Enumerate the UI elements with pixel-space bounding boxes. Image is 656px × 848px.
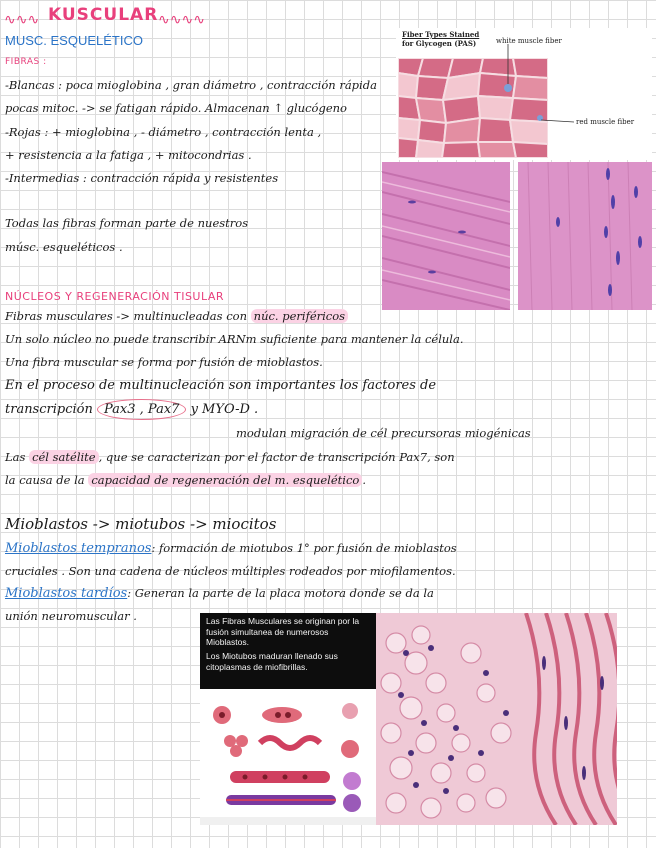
early-myoblasts-text: : formación de miotubos 1° por fusión de mioblastos: [151, 541, 457, 555]
pas-figure-title-1: Fiber Types Stained: [402, 30, 480, 39]
fiber-line-3: -Rojas : + mioglobina , - diámetro , contracción lenta ,: [5, 125, 322, 139]
diagram-caption: [200, 613, 376, 689]
pax-factors-circled: Pax3 , Pax7: [97, 399, 186, 420]
fiber-line-2: pocas mitoc. -> se fatigan rápido. Almacenan ↑ glucógeno: [5, 101, 347, 115]
transcription-text: transcripción: [5, 402, 93, 417]
late-myoblasts-line-2: unión neuromuscular .: [5, 609, 137, 623]
fiber-line-4: + resistencia a la fatiga , + mitocondrias .: [5, 148, 252, 162]
late-myoblasts-line: [5, 587, 434, 600]
myod-text: y MYO-D .: [190, 402, 259, 417]
fiber-line-5: -Intermedias : contracción rápida y resistentes: [5, 171, 279, 185]
note-line-1: Todas las fibras forman parte de nuestros: [5, 216, 249, 230]
myogenesis-diagram: [200, 613, 376, 825]
early-myoblasts-label: Mioblastos tempranos: [5, 541, 152, 556]
late-myoblasts-text: : Generan la parte de la placa motora donde se da la: [127, 586, 434, 600]
red-fiber-label: red muscle fiber: [576, 118, 635, 126]
nuclei-line-2: Un solo núcleo no puede transcribir ARNm suficiente para mantener la célula.: [5, 332, 464, 346]
muscle-histology-photo: [376, 613, 617, 825]
peripheral-nuclei-highlight: núc. periféricos: [251, 309, 348, 323]
page-title: KUSCULAR: [48, 5, 159, 25]
pointer-lines: [396, 28, 652, 160]
longitudinal-muscle-micrograph-2: [518, 162, 652, 310]
section1-heading: MUSC. ESQUELÉTICO: [5, 33, 143, 48]
late-myoblasts-label: Mioblastos tardíos: [5, 586, 128, 601]
myogenesis-sequence: Mioblastos -> miotubos -> miocitos: [5, 515, 277, 533]
section2-heading: NÚCLEOS Y REGENERACIÓN TISULAR: [5, 290, 225, 303]
fibras-subheading: FIBRAS :: [5, 57, 47, 67]
satellite-cells-highlight: cél satélite: [29, 450, 99, 464]
early-myoblasts-line-2: cruciales . Son una cadena de núcleos múltiples rodeados por miofilamentos.: [5, 564, 456, 578]
satellite-suffix: , que se caracterizan por el factor de transcripción Pax7, son: [98, 450, 455, 464]
pas-figure-title-2: for Glycogen (PAS): [402, 39, 477, 48]
nuclei-line-1-text: Fibras musculares -> multinucleadas con: [5, 309, 247, 323]
satellite-prefix: Las: [5, 450, 26, 464]
nuclei-line-1: [5, 311, 348, 323]
nuclei-line-3: Una fibra muscular se forma por fusión de mioblastos.: [5, 355, 323, 369]
nuclei-line-5: [5, 403, 258, 416]
fiber-line-1: -Blancas : poca mioglobina , gran diámetro , contracción rápida: [5, 78, 377, 92]
early-myoblasts-line: [5, 542, 457, 555]
title-wave-right: ∿∿∿∿: [158, 12, 205, 28]
caption-text-1: Las Fibras Musculares se originan por la fusión simultanea de numerosos Mioblastos.: [206, 616, 360, 648]
pas-stain-figure: [396, 28, 652, 160]
longitudinal-muscle-micrograph-1: [382, 162, 510, 310]
white-fiber-label: white muscle fiber: [496, 37, 562, 45]
title-wave-left: ∿∿∿: [4, 12, 40, 28]
nuclei-line-6: modulan migración de cél precursoras miogénicas: [236, 426, 531, 440]
nuclei-line-8: [5, 475, 366, 487]
nuclei-line-4: En el proceso de multinucleación son importantes los factores de: [5, 378, 437, 393]
regeneration-prefix: la causa de la: [5, 473, 85, 487]
myotube-illustration: [200, 693, 376, 825]
regeneration-highlight: capacidad de regeneración del m. esquelético: [88, 473, 362, 487]
note-line-2: músc. esqueléticos .: [5, 240, 123, 254]
nuclei-line-7: [5, 452, 455, 464]
regeneration-suffix: .: [362, 473, 366, 487]
caption-text-2: Los Miotubos maduran llenado sus citoplasmas de miofibrillas.: [206, 650, 338, 672]
